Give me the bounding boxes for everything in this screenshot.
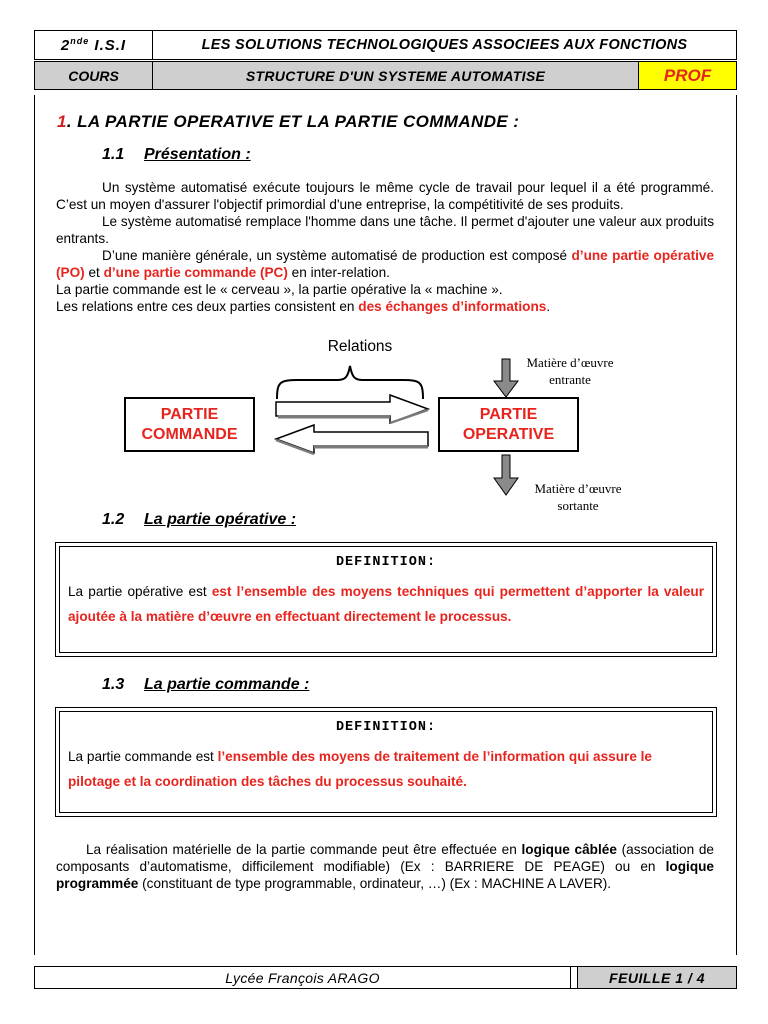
definition-text xyxy=(68,744,704,794)
section-label: COURS xyxy=(35,62,153,89)
footer-divider xyxy=(571,967,578,988)
section-1-2-heading xyxy=(102,511,296,529)
pc-line-1: PARTIE xyxy=(160,405,219,423)
text-run: La partie commande est xyxy=(68,749,218,764)
section-number: 1.3 xyxy=(102,676,125,693)
text-run: . xyxy=(546,299,551,314)
definition-title: DEFINITION: xyxy=(335,720,437,735)
definition-text xyxy=(68,579,704,629)
relations-label: Relations xyxy=(327,338,393,355)
school-name: Lycée François ARAGO xyxy=(35,967,571,988)
text-run: en inter-relation. xyxy=(287,265,390,280)
document-subtitle: STRUCTURE D'UN SYSTEME AUTOMATISE xyxy=(153,62,639,89)
input-material-label xyxy=(510,354,630,388)
arrow-output xyxy=(494,455,518,495)
partie-commande-box xyxy=(124,397,255,452)
highlight-pc: d’une partie commande (PC) xyxy=(103,265,288,280)
definition-box-po xyxy=(55,542,717,657)
text-run: et xyxy=(84,265,104,280)
definition-title: DEFINITION: xyxy=(335,555,437,570)
section-title: La partie commande : xyxy=(144,676,310,693)
definition-highlight: est l’ensemble des moyens techniques qui permettent d’apporter la valeur ajoutée à la matière d’œuvre en effectuant directement le processus. xyxy=(68,584,704,624)
definition-highlight: l’ensemble des moyens de traitement de l’information qui assure le pilotage et la coordination des tâches du processus souhaité. xyxy=(68,749,652,789)
pc-line-2: COMMANDE xyxy=(141,425,238,443)
class-prefix: 2 xyxy=(60,36,71,54)
relations-brace xyxy=(277,366,423,399)
highlight-exchanges: des échanges d’informations xyxy=(358,299,547,314)
sheet-number: FEUILLE 1 / 4 xyxy=(578,967,736,988)
text-run: (constituant de type programmable, ordinateur, …) (Ex : MACHINE A LAVER). xyxy=(138,876,612,891)
section-number: 1.2 xyxy=(102,511,125,528)
highlight-po: d’une partie opérative (PO) xyxy=(56,248,715,280)
main-heading-text: . LA PARTIE OPERATIVE ET LA PARTIE COMMANDE : xyxy=(66,112,520,131)
text-run: D’une manière générale, un système automatisé de production est composé xyxy=(102,248,572,263)
label-line: sortante xyxy=(557,498,599,513)
section-1-3-heading xyxy=(102,676,309,694)
text-run: La réalisation matérielle de la partie commande peut être effectuée en xyxy=(86,842,522,857)
intro-paragraph-4: La partie commande est le « cerveau », la partie opérative la « machine ». xyxy=(56,282,503,297)
intro-paragraph-1: Un système automatisé exécute toujours le même cycle de travail pour lequel il a été programmé. C’est un moyen d'assurer l'objectif primordial d'une entreprise, la compétitivité de ses produits. xyxy=(56,180,714,212)
label-line: Matière d’œuvre xyxy=(534,481,622,496)
definition-box-pc xyxy=(55,707,717,817)
text-run: Les relations entre ces deux parties consistent en xyxy=(56,299,359,314)
class-sup: nde xyxy=(70,36,90,46)
po-line-2: OPERATIVE xyxy=(462,425,555,443)
prof-badge: PROF xyxy=(639,62,736,89)
class-suffix: I.S.I xyxy=(89,36,127,54)
closing-paragraph xyxy=(56,841,714,892)
main-heading-number: 1 xyxy=(57,112,67,131)
po-line-1: PARTIE xyxy=(479,405,538,423)
text-run: La partie opérative est xyxy=(68,584,212,599)
section-number: 1.1 xyxy=(102,146,125,163)
label-line: Matière d’œuvre xyxy=(526,355,614,370)
label-line: entrante xyxy=(549,372,591,387)
text-run: (association de composants d’automatisme, difficilement modifiable) (Ex : BARRIERE DE PEAGE) ou en xyxy=(56,842,714,874)
section-title: Présentation : xyxy=(144,146,251,163)
section-title: La partie opérative : xyxy=(144,511,297,528)
bold-logique-programmee: logique programmée xyxy=(56,859,714,891)
footer xyxy=(34,966,737,989)
bold-logique-cablee: logique câblée xyxy=(521,842,617,857)
output-material-label xyxy=(518,480,638,514)
intro-paragraph-2: Le système automatisé remplace l'homme dans une tâche. Il permet d'ajouter une valeur aux produits entrants. xyxy=(56,214,714,246)
partie-operative-box xyxy=(438,397,579,452)
document-title: LES SOLUTIONS TECHNOLOGIQUES ASSOCIEES AUX FONCTIONS xyxy=(201,37,688,53)
